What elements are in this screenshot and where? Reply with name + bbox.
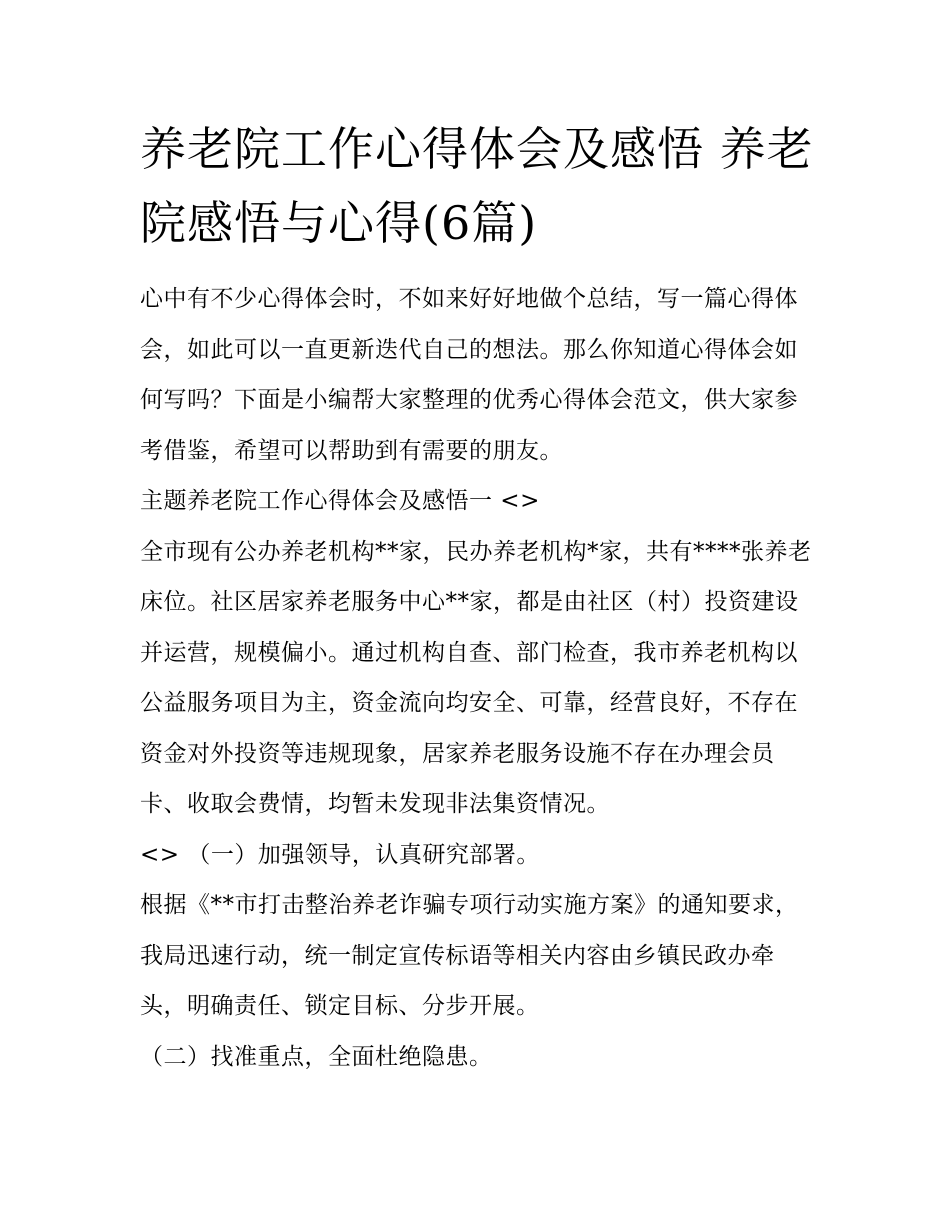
implementation-paragraph: 根据《**市打击整治养老诈骗专项行动实施方案》的通知要求，我局迅速行动，统一制定宣传标语等相关内容由乡镇民政办牵头，明确责任、锁定目标、分步开展。 (140, 892, 799, 1019)
subheading-focus: （二）找准重点，全面杜绝隐患。 (140, 1043, 493, 1070)
intro-paragraph: 心中有不少心得体会时，不如来好好地做个总结，写一篇心得体会，如此可以一直更新迭代自己的想法。那么你知道心得体会如何写吗？下面是小编帮大家整理的优秀心得体会范文，供大家参考借鉴，希望可以帮助到有需要的朋友。 (140, 286, 798, 464)
document-body (140, 112, 820, 1082)
subheading-leadership: <> （一）加强领导，认真研究部署。 (140, 841, 540, 868)
document-title: 养老院工作心得体会及感悟 养老院感悟与心得(6篇) (140, 122, 814, 250)
section-heading-one: 主题养老院工作心得体会及感悟一 <> (140, 488, 540, 514)
institutions-paragraph: 全市现有公办养老机构**家，民办养老机构*家，共有****张养老床位。社区居家养老服务中心**家，都是由社区（村）投资建设并运营，规模偏小。通过机构自查、部门检查，我市养老机构以公益服务项目为主，资金流向均安全、可靠，经营良好，不存在资金对外投资等违规现象，居家养老服务设施不存在办理会员卡、收取会费情，均暂未发现非法集资情况。 (140, 538, 812, 817)
